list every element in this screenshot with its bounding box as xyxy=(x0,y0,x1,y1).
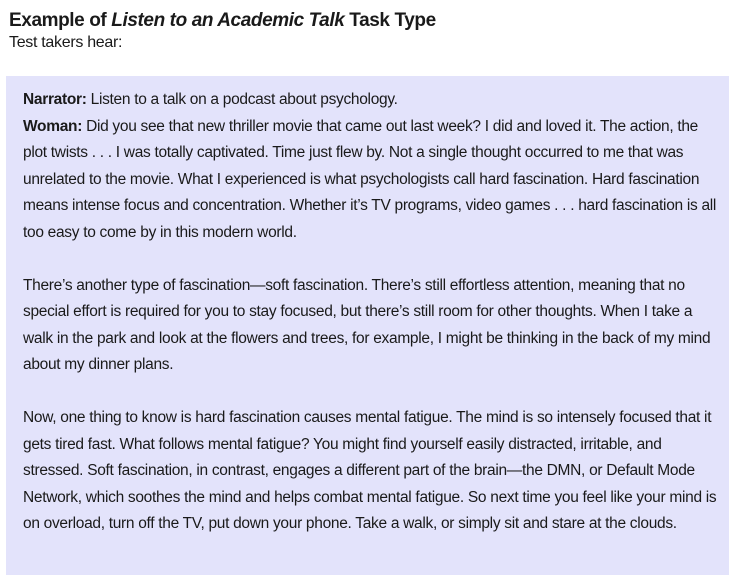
transcript-paragraph-1 xyxy=(23,114,719,247)
narrator-line xyxy=(23,87,719,114)
page-title xyxy=(9,9,436,33)
paragraph-1-text: Did you see that new thriller movie that came out last week? I did and loved it. The action, the plot twists . . . I was totally captivated. Time just flew by. Not a single thought occurred to me that was unrelated to the movie. What I experienced is what psychologists call hard fascination. Hard fascination means intense focus and concentration. Whether it’s TV programs, video games . . . hard fascination is all too easy to come by in this modern world. xyxy=(23,117,717,241)
transcript-box xyxy=(6,76,729,575)
page-title-suffix: Task Type xyxy=(344,10,436,31)
narrator-label: Narrator: xyxy=(23,91,87,108)
woman-label: Woman: xyxy=(23,117,83,135)
transcript-paragraph-3: Now, one thing to know is hard fascination causes mental fatigue. The mind is so intensely focused that it gets tired fast. What follows mental fatigue? You might find yourself easily distracted, irritable, and stressed. Soft fascination, in contrast, engages a different part of the brain—the DMN, or Default Mode Network, which soothes the mind and helps combat mental fatigue. So next time you feel like your mind is on overload, turn off the TV, put down your phone. Take a walk, or simply sit and stare at the clouds. xyxy=(23,409,717,532)
transcript-paragraph-2: There’s another type of fascination—soft fascination. There’s still effortless attention, meaning that no special effort is required for you to stay focused, but there’s still room for other thoughts. When I take a walk in the park and look at the flowers and trees, for example, I might be thinking in the back of my mind about my dinner plans. xyxy=(23,276,711,373)
page-subtitle: Test takers hear: xyxy=(9,34,123,51)
narrator-text: Listen to a talk on a podcast about psychology. xyxy=(86,91,398,108)
page-title-task-name: Listen to an Academic Talk xyxy=(111,10,345,31)
page-title-prefix: Example of xyxy=(9,10,112,31)
